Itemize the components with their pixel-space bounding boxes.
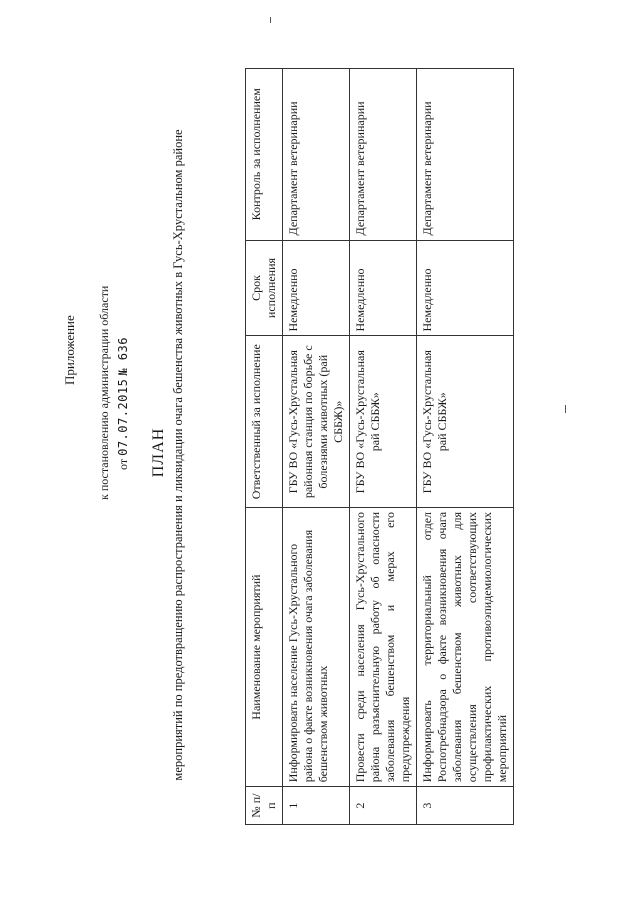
header-name: Наименование мероприятий — [246, 507, 283, 786]
row-number: 3 — [417, 787, 514, 825]
decree-number: № 636 — [116, 337, 130, 376]
row-number: 1 — [283, 787, 350, 825]
row-responsible: ГБУ ВО «Гусь-Хрустальная рай СББЖ» — [417, 336, 514, 507]
header-responsible: Ответственный за исполнение — [246, 336, 283, 507]
row-term: Немедленно — [283, 240, 350, 336]
appendix-date-line — [116, 337, 131, 470]
document-subtitle: мероприятий по предотвращению распространения и ликвидации очага бешенства животных в Гусь-Хрустальном районе — [171, 129, 185, 781]
row-term: Немедленно — [417, 240, 514, 336]
scan-mark — [270, 17, 271, 23]
row-control: Департамент ветеринарии — [417, 69, 514, 241]
header-control: Контроль за исполнением — [246, 69, 283, 241]
row-responsible: ГБУ ВО «Гусь-Хрустальная районная станция по борьбе с болезнями животных (рай СББЖ)» — [283, 336, 350, 507]
row-measure: Информировать население Гусь-Хрустального района о факте возникновения очага заболевания бешенством животных — [283, 507, 350, 786]
row-control: Департамент ветеринарии — [283, 69, 350, 241]
table-header-row — [246, 69, 283, 825]
table-row — [283, 69, 350, 825]
table-row — [350, 69, 417, 825]
header-term: Срок исполнения — [246, 240, 283, 336]
row-control: Департамент ветеринарии — [350, 69, 417, 241]
row-measure: Информировать территориальный отдел Роспотребнадзора о факте возникновения очага заболевания бешенством животных для осуществления соответствующих профилактических противоэпидемиологических мероприятий — [417, 507, 514, 786]
header-num: № п/п — [246, 787, 283, 825]
appendix-date-prefix: от — [116, 458, 130, 470]
appendix-label: Приложение — [62, 315, 77, 385]
row-responsible: ГБУ ВО «Гусь-Хрустальная рай СББЖ» — [350, 336, 417, 507]
decree-date: 07.07.2015 — [116, 378, 130, 456]
appendix-decree-line: к постановлению администрации области — [97, 285, 111, 500]
document-title: ПЛАН — [150, 427, 167, 478]
plan-table — [245, 68, 514, 825]
row-term: Немедленно — [350, 240, 417, 336]
row-measure: Провести среди населения Гусь-Хрустального района разъяснительную работу об опасности заболевания бешенством и мерах его предупреждения — [350, 507, 417, 786]
scan-mark — [565, 405, 566, 413]
row-number: 2 — [350, 787, 417, 825]
table-row — [417, 69, 514, 825]
